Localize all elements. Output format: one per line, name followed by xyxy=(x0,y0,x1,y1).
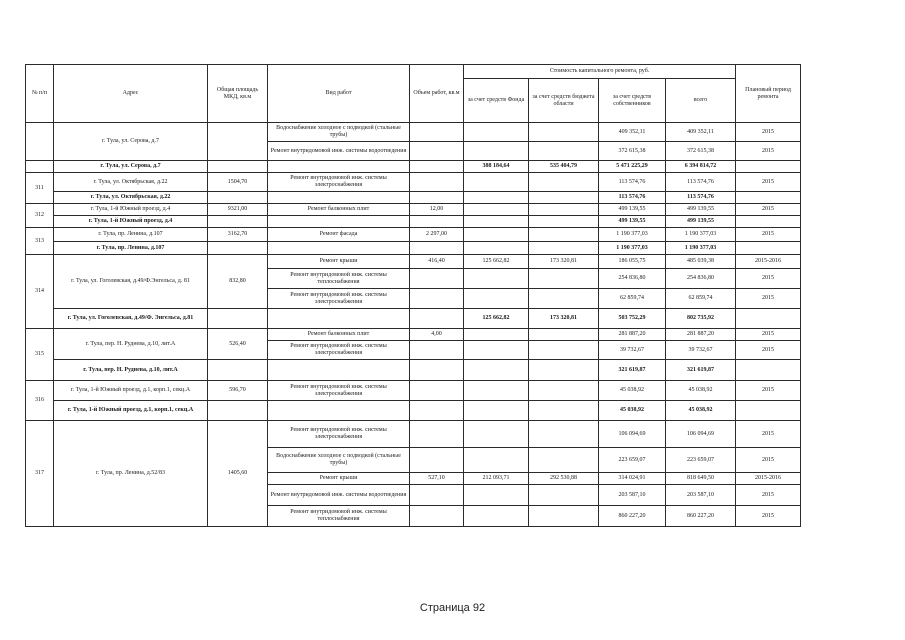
cell-fund xyxy=(464,173,529,192)
table-row xyxy=(26,173,801,192)
cell-fund: 125 662,82 xyxy=(464,255,529,269)
cell-budget xyxy=(529,228,599,242)
cell-address: г. Тула, ул. Октябрьская, д.22 xyxy=(54,173,208,192)
cell-volume xyxy=(410,360,464,381)
table-row xyxy=(26,228,801,242)
cell-fund xyxy=(464,506,529,527)
cell-owners: 860 227,20 xyxy=(599,506,666,527)
cell-owners: 503 752,29 xyxy=(599,309,666,329)
cell-owners: 186 055,75 xyxy=(599,255,666,269)
cell-total: 860 227,20 xyxy=(666,506,736,527)
cell-address: г. Тула, ул. Октябрьская, д.22 xyxy=(54,192,208,204)
cell-owners: 113 574,76 xyxy=(599,192,666,204)
cell-volume xyxy=(410,123,464,142)
cell-fund xyxy=(464,269,529,289)
table-row xyxy=(26,255,801,269)
cell-budget xyxy=(529,192,599,204)
cell-total: 45 038,92 xyxy=(666,401,736,421)
cell-total: 499 139,55 xyxy=(666,204,736,216)
cell-work-type: Ремонт балконных плит xyxy=(268,204,410,216)
cell-volume xyxy=(410,269,464,289)
cell-volume xyxy=(410,381,464,401)
cell-period xyxy=(736,161,801,173)
cell-address: г. Тула, 1-й Южный проезд, д.4 xyxy=(54,204,208,216)
cell-budget: 173 320,81 xyxy=(529,255,599,269)
cell-area xyxy=(208,360,268,381)
cell-volume xyxy=(410,421,464,448)
cell-period xyxy=(736,192,801,204)
cell-volume xyxy=(410,506,464,527)
cell-total: 409 352,11 xyxy=(666,123,736,142)
cell-owners: 499 139,55 xyxy=(599,204,666,216)
header-area: Общая площадь МКД, кв.м xyxy=(208,65,268,123)
cell-work-type xyxy=(268,401,410,421)
cell-work-type xyxy=(268,216,410,228)
cell-budget xyxy=(529,329,599,341)
cell-address: г. Тула, пер. Н. Руднева, д.10, лит.А xyxy=(54,329,208,360)
cell-area: 596,70 xyxy=(208,381,268,401)
cell-work-type xyxy=(268,161,410,173)
cell-work-type: Ремонт внутридомовой инж. системы электроснабжения xyxy=(268,289,410,309)
cell-total: 372 615,38 xyxy=(666,142,736,161)
cell-owners: 372 615,38 xyxy=(599,142,666,161)
cell-period: 2015 xyxy=(736,506,801,527)
header-fund: за счет средств Фонда xyxy=(464,79,529,123)
table-row-subtotal xyxy=(26,360,801,381)
cell-period: 2015 xyxy=(736,485,801,506)
cell-num: 316 xyxy=(26,381,54,421)
cell-area: 1405,60 xyxy=(208,421,268,527)
cell-owners: 281 887,20 xyxy=(599,329,666,341)
table-row-subtotal xyxy=(26,216,801,228)
cell-total: 62 859,74 xyxy=(666,289,736,309)
cell-address: г. Тула, пр. Ленина, д.107 xyxy=(54,242,208,255)
cell-volume: 416,40 xyxy=(410,255,464,269)
header-owners: за счет средств собственников xyxy=(599,79,666,123)
cell-period: 2015 xyxy=(736,142,801,161)
cell-budget xyxy=(529,173,599,192)
cell-budget: 535 404,79 xyxy=(529,161,599,173)
cell-period: 2015 xyxy=(736,173,801,192)
header-cost-group: Стоимость капитального ремонта, руб. xyxy=(464,65,736,79)
cell-volume: 12,00 xyxy=(410,204,464,216)
cell-total: 113 574,76 xyxy=(666,173,736,192)
header-address: Адрес xyxy=(54,65,208,123)
cell-budget xyxy=(529,485,599,506)
cell-period xyxy=(736,360,801,381)
cell-owners: 113 574,76 xyxy=(599,173,666,192)
cell-owners: 1 190 377,03 xyxy=(599,242,666,255)
cell-total: 802 735,92 xyxy=(666,309,736,329)
cell-total: 254 836,80 xyxy=(666,269,736,289)
cell-owners: 45 038,92 xyxy=(599,381,666,401)
cell-budget xyxy=(529,123,599,142)
cell-total: 818 649,50 xyxy=(666,473,736,485)
cell-num: 315 xyxy=(26,329,54,381)
cell-fund xyxy=(464,485,529,506)
cell-total: 39 732,67 xyxy=(666,341,736,360)
cell-volume xyxy=(410,173,464,192)
cell-total: 223 659,07 xyxy=(666,448,736,473)
table-row xyxy=(26,381,801,401)
cell-area: 1504,70 xyxy=(208,173,268,192)
cell-budget xyxy=(529,242,599,255)
cell-fund xyxy=(464,341,529,360)
table-row xyxy=(26,421,801,448)
cell-area: 9321,00 xyxy=(208,204,268,216)
cell-total: 485 039,38 xyxy=(666,255,736,269)
cell-total: 203 587,10 xyxy=(666,485,736,506)
cell-work-type: Ремонт фасада xyxy=(268,228,410,242)
cell-fund: 388 184,64 xyxy=(464,161,529,173)
cell-num: 311 xyxy=(26,173,54,204)
cell-owners: 321 619,87 xyxy=(599,360,666,381)
cell-volume xyxy=(410,192,464,204)
cell-budget: 292 530,88 xyxy=(529,473,599,485)
cell-address: г. Тула, ул. Серова, д.7 xyxy=(54,161,208,173)
cell-budget xyxy=(529,216,599,228)
cell-period: 2015 xyxy=(736,329,801,341)
cell-fund xyxy=(464,142,529,161)
cell-num: 317 xyxy=(26,421,54,527)
cell-area xyxy=(208,161,268,173)
cell-area xyxy=(208,309,268,329)
cell-volume xyxy=(410,242,464,255)
cell-budget: 173 320,81 xyxy=(529,309,599,329)
cell-area xyxy=(208,401,268,421)
cell-owners: 1 190 377,03 xyxy=(599,228,666,242)
cell-period: 2015-2016 xyxy=(736,473,801,485)
cell-budget xyxy=(529,289,599,309)
header-budget: за счет средств бюджета области xyxy=(529,79,599,123)
cell-owners: 62 859,74 xyxy=(599,289,666,309)
cell-work-type: Ремонт балконных плит xyxy=(268,329,410,341)
cell-work-type xyxy=(268,309,410,329)
cell-work-type: Ремонт внутридомовой инж. системы электроснабжения xyxy=(268,341,410,360)
cell-area xyxy=(208,242,268,255)
header-period: Плановый период ремонта xyxy=(736,65,801,123)
page-number: Страница 92 xyxy=(419,602,486,614)
table-row-subtotal xyxy=(26,242,801,255)
cell-work-type: Ремонт внутридомовой инж. системы электроснабжения xyxy=(268,421,410,448)
cell-work-type xyxy=(268,242,410,255)
cell-num: 313 xyxy=(26,228,54,255)
cell-address: г. Тула, 1-й Южный проезд, д.1, корп.1, секц.А xyxy=(54,401,208,421)
cell-total: 106 094,69 xyxy=(666,421,736,448)
cell-volume xyxy=(410,309,464,329)
cell-work-type: Ремонт внутридомовой инж. системы электроснабжения xyxy=(268,173,410,192)
cell-num xyxy=(26,123,54,161)
cell-volume xyxy=(410,485,464,506)
cell-total: 6 394 814,72 xyxy=(666,161,736,173)
cell-total: 499 139,55 xyxy=(666,216,736,228)
cell-area xyxy=(208,192,268,204)
cell-budget xyxy=(529,381,599,401)
cell-budget xyxy=(529,142,599,161)
cell-period: 2015 xyxy=(736,381,801,401)
cell-fund: 125 662,82 xyxy=(464,309,529,329)
cell-fund xyxy=(464,192,529,204)
cell-total: 113 574,76 xyxy=(666,192,736,204)
cell-fund xyxy=(464,204,529,216)
cell-address: г. Тула, ул. Гоголевская, д.49/Ф.Энгельса, д. 81 xyxy=(54,255,208,309)
cell-fund: 212 093,71 xyxy=(464,473,529,485)
cell-period: 2015 xyxy=(736,123,801,142)
cell-budget xyxy=(529,360,599,381)
cell-total: 1 190 377,03 xyxy=(666,242,736,255)
cell-volume: 4,00 xyxy=(410,329,464,341)
cell-fund xyxy=(464,216,529,228)
cell-period: 2015 xyxy=(736,289,801,309)
cell-work-type xyxy=(268,360,410,381)
table-row xyxy=(26,123,801,142)
table-row xyxy=(26,204,801,216)
cell-address: г. Тула, 1-й Южный проезд, д.1, корп.1, секц.А xyxy=(54,381,208,401)
cell-budget xyxy=(529,269,599,289)
cell-work-type: Ремонт внутридомовой инж. системы водоотведения xyxy=(268,485,410,506)
cell-budget xyxy=(529,401,599,421)
cell-volume: 527,10 xyxy=(410,473,464,485)
cell-address: г. Тула, ул. Гоголевская, д.49/Ф. Энгельса, д.81 xyxy=(54,309,208,329)
cell-fund xyxy=(464,329,529,341)
cell-num: 312 xyxy=(26,204,54,228)
cell-volume: 2 297,00 xyxy=(410,228,464,242)
cell-budget xyxy=(529,341,599,360)
cell-work-type: Ремонт внутридомовой инж. системы теплоснабжения xyxy=(268,269,410,289)
cell-period xyxy=(736,401,801,421)
cell-address: г. Тула, пр. Ленина, д.52/83 xyxy=(54,421,208,527)
cell-budget xyxy=(529,421,599,448)
table-row-subtotal xyxy=(26,161,801,173)
cell-fund xyxy=(464,228,529,242)
cell-work-type: Ремонт внутридомовой инж. системы электроснабжения xyxy=(268,381,410,401)
cell-period: 2015 xyxy=(736,421,801,448)
cell-period xyxy=(736,309,801,329)
cell-total: 1 190 377,03 xyxy=(666,228,736,242)
cell-work-type: Ремонт внутридомовой инж. системы теплоснабжения xyxy=(268,506,410,527)
header-work-type: Вид работ xyxy=(268,65,410,123)
cell-owners: 223 659,07 xyxy=(599,448,666,473)
cell-owners: 409 352,11 xyxy=(599,123,666,142)
cell-owners: 499 139,55 xyxy=(599,216,666,228)
header-volume: Объем работ, кв.м xyxy=(410,65,464,123)
repair-table xyxy=(25,64,801,527)
cell-volume xyxy=(410,401,464,421)
cell-num: 314 xyxy=(26,255,54,329)
cell-period xyxy=(736,242,801,255)
cell-fund xyxy=(464,401,529,421)
cell-fund xyxy=(464,123,529,142)
cell-total: 45 038,92 xyxy=(666,381,736,401)
cell-owners: 45 038,92 xyxy=(599,401,666,421)
cell-budget xyxy=(529,204,599,216)
cell-work-type: Ремонт крыши xyxy=(268,255,410,269)
cell-period: 2015 xyxy=(736,269,801,289)
cell-work-type: Водоснабжение холодное с подводкой (стальные трубы) xyxy=(268,123,410,142)
cell-volume xyxy=(410,161,464,173)
cell-owners: 106 094,69 xyxy=(599,421,666,448)
cell-address: г. Тула, пер. Н. Руднева, д.10, лит.А xyxy=(54,360,208,381)
cell-address: г. Тула, ул. Серова, д.7 xyxy=(54,123,208,161)
cell-volume xyxy=(410,341,464,360)
header-total: всего xyxy=(666,79,736,123)
cell-owners: 39 732,67 xyxy=(599,341,666,360)
cell-volume xyxy=(410,289,464,309)
cell-fund xyxy=(464,360,529,381)
cell-work-type: Ремонт внутридомовой инж. системы водоотведения xyxy=(268,142,410,161)
cell-period: 2015-2016 xyxy=(736,255,801,269)
cell-fund xyxy=(464,289,529,309)
cell-total: 321 619,87 xyxy=(666,360,736,381)
cell-area: 832,80 xyxy=(208,255,268,309)
cell-work-type xyxy=(268,192,410,204)
cell-volume xyxy=(410,448,464,473)
cell-work-type: Водоснабжение холодное с подводкой (стальные трубы) xyxy=(268,448,410,473)
cell-fund xyxy=(464,448,529,473)
cell-num xyxy=(26,161,54,173)
cell-area: 3162,70 xyxy=(208,228,268,242)
cell-owners: 203 587,10 xyxy=(599,485,666,506)
cell-fund xyxy=(464,421,529,448)
cell-fund xyxy=(464,381,529,401)
cell-fund xyxy=(464,242,529,255)
table-row xyxy=(26,329,801,341)
cell-address: г. Тула, пр. Ленина, д.107 xyxy=(54,228,208,242)
cell-address: г. Тула, 1-й Южный проезд, д.4 xyxy=(54,216,208,228)
table-row-subtotal xyxy=(26,309,801,329)
table-row-subtotal xyxy=(26,401,801,421)
cell-period: 2015 xyxy=(736,204,801,216)
cell-owners: 254 836,80 xyxy=(599,269,666,289)
cell-owners: 314 024,91 xyxy=(599,473,666,485)
header-num: № п/п xyxy=(26,65,54,123)
cell-owners: 5 471 225,29 xyxy=(599,161,666,173)
cell-volume xyxy=(410,142,464,161)
cell-budget xyxy=(529,448,599,473)
cell-work-type: Ремонт крыши xyxy=(268,473,410,485)
cell-volume xyxy=(410,216,464,228)
cell-area: 526,40 xyxy=(208,329,268,360)
cell-area xyxy=(208,123,268,161)
cell-period: 2015 xyxy=(736,448,801,473)
cell-budget xyxy=(529,506,599,527)
table-row-subtotal xyxy=(26,192,801,204)
cell-period: 2015 xyxy=(736,228,801,242)
cell-period: 2015 xyxy=(736,341,801,360)
cell-period xyxy=(736,216,801,228)
cell-total: 281 887,20 xyxy=(666,329,736,341)
cell-area xyxy=(208,216,268,228)
